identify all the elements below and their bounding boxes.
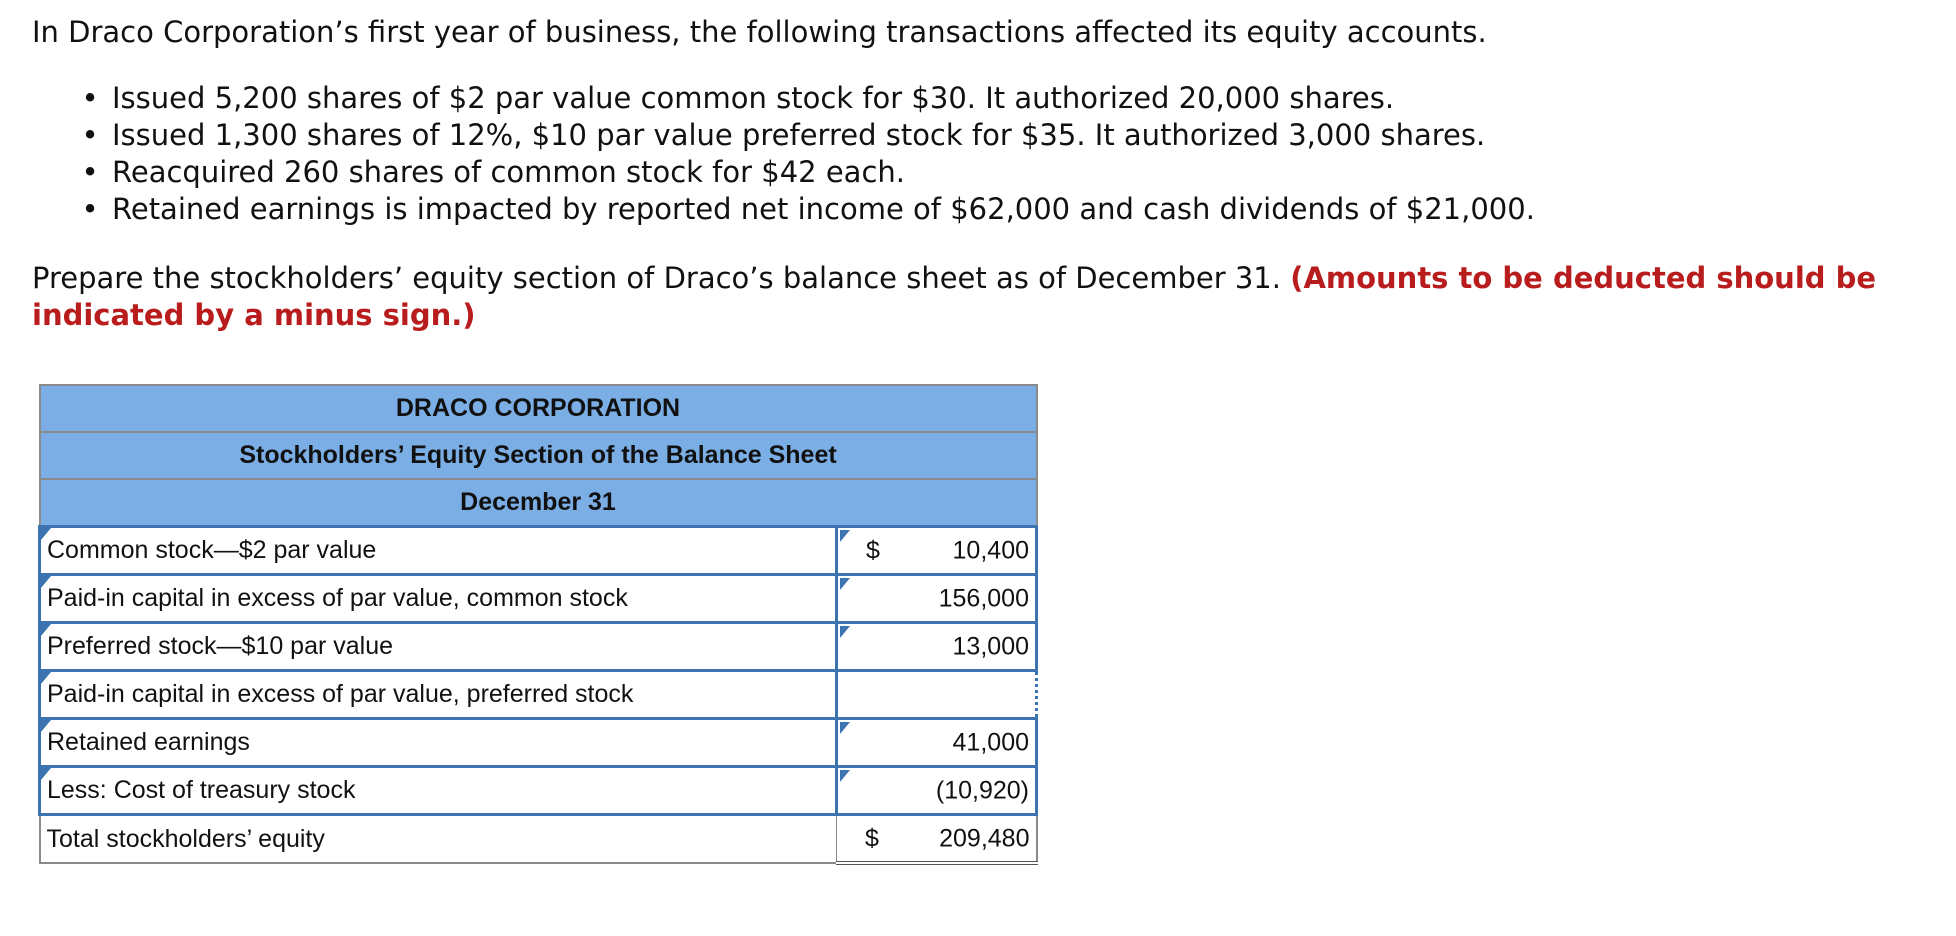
- list-item-text: Issued 5,200 shares of $2 par value common stock for $30. It authorized 20,000 shares.: [112, 81, 1395, 115]
- bullet-icon: •: [81, 81, 99, 115]
- equity-section-table: [38, 384, 1038, 865]
- amount-value: (10,920): [935, 776, 1029, 804]
- account-dropdown[interactable]: [40, 767, 837, 815]
- input-flag-icon: [840, 530, 850, 542]
- amount-input-empty[interactable]: [837, 671, 1037, 719]
- account-dropdown[interactable]: [40, 527, 837, 575]
- problem-intro: In Draco Corporation’s first year of business, the following transactions affected its equity accounts.: [32, 15, 1487, 49]
- dropdown-flag-icon: [41, 528, 51, 540]
- row-label: Less: Cost of treasury stock: [47, 776, 356, 804]
- total-amount: [837, 815, 1037, 864]
- statement-date: December 31: [40, 479, 1037, 527]
- amount-value: 41,000: [952, 728, 1029, 756]
- table-row: [40, 671, 1037, 719]
- list-item: [32, 191, 1535, 228]
- list-item-text: Reacquired 260 shares of common stock for $42 each.: [112, 155, 905, 189]
- bullet-icon: •: [81, 192, 99, 226]
- transaction-list: [32, 80, 1535, 228]
- amount-value: 13,000: [952, 632, 1029, 660]
- account-dropdown[interactable]: [40, 671, 837, 719]
- total-label: Total stockholders’ equity: [40, 815, 837, 864]
- list-item-text: Issued 1,300 shares of 12%, $10 par value preferred stock for $35. It authorized 3,000 shares.: [112, 118, 1486, 152]
- account-dropdown[interactable]: [40, 623, 837, 671]
- input-flag-icon: [840, 770, 850, 782]
- question-prompt: [32, 260, 1932, 334]
- company-name: DRACO CORPORATION: [40, 385, 1037, 432]
- row-label: Paid-in capital in excess of par value, preferred stock: [47, 680, 634, 708]
- prompt-text: Prepare the stockholders’ equity section of Draco’s balance sheet as of December 31.: [32, 261, 1281, 295]
- account-dropdown[interactable]: [40, 719, 837, 767]
- table-row: [40, 575, 1037, 623]
- dropdown-flag-icon: [41, 720, 51, 732]
- currency-symbol: $: [865, 824, 879, 852]
- dropdown-flag-icon: [41, 624, 51, 636]
- row-label: Preferred stock—$10 par value: [47, 632, 394, 660]
- total-value: 209,480: [939, 824, 1030, 852]
- input-flag-icon: [840, 626, 850, 638]
- table-row: [40, 527, 1037, 575]
- amount-input[interactable]: [837, 527, 1037, 575]
- row-label: Common stock—$2 par value: [47, 536, 377, 564]
- list-item: [32, 80, 1535, 117]
- account-dropdown[interactable]: [40, 575, 837, 623]
- dropdown-flag-icon: [41, 672, 51, 684]
- row-label: Paid-in capital in excess of par value, common stock: [47, 584, 628, 612]
- list-item-text: Retained earnings is impacted by reported net income of $62,000 and cash dividends of $21,000.: [112, 192, 1535, 226]
- input-flag-icon: [840, 722, 850, 734]
- amount-input[interactable]: [837, 719, 1037, 767]
- row-label: Retained earnings: [47, 728, 250, 756]
- bullet-icon: •: [81, 118, 99, 152]
- table-row: [40, 767, 1037, 815]
- prompt-instruction: (Amounts to be deducted should be indicated by a minus sign.): [32, 261, 1877, 332]
- total-row: [40, 815, 1037, 864]
- amount-value: 156,000: [938, 584, 1029, 612]
- list-item: [32, 117, 1535, 154]
- table-row: [40, 623, 1037, 671]
- bullet-icon: •: [81, 155, 99, 189]
- amount-input[interactable]: [837, 575, 1037, 623]
- dropdown-flag-icon: [41, 576, 51, 588]
- currency-symbol: $: [866, 536, 880, 564]
- amount-value: 10,400: [952, 536, 1029, 564]
- table-row: [40, 719, 1037, 767]
- list-item: [32, 154, 1535, 191]
- amount-input[interactable]: [837, 767, 1037, 815]
- amount-input[interactable]: [837, 623, 1037, 671]
- statement-title: Stockholders’ Equity Section of the Balance Sheet: [40, 432, 1037, 479]
- dropdown-flag-icon: [41, 768, 51, 780]
- input-flag-icon: [840, 578, 850, 590]
